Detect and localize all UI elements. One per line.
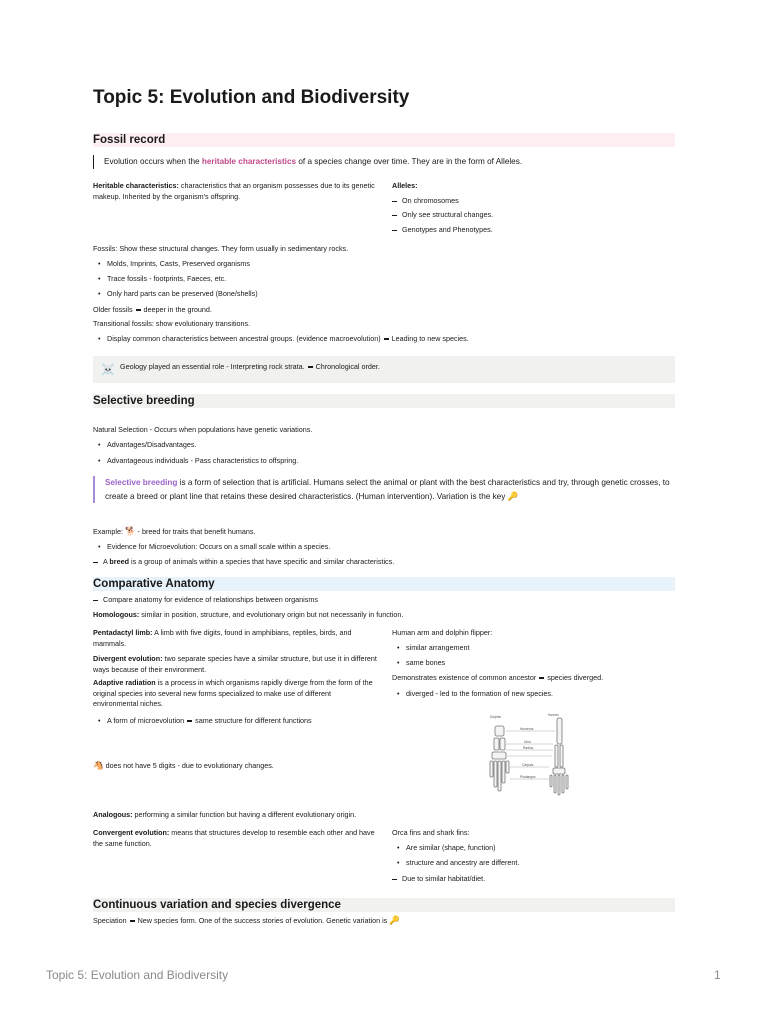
orca-bullet: • Are similar (shape, function) xyxy=(392,843,495,853)
analogous-definition xyxy=(93,810,356,820)
skull-icon: ☠️ xyxy=(101,364,115,376)
selection-bullet: • Advantageous individuals - Pass characteristics to offspring. xyxy=(93,456,298,466)
term-text: performing a similar function but having a different evolutionary origin. xyxy=(132,810,357,819)
text: A xyxy=(103,557,110,566)
arm-bullet: • same bones xyxy=(392,658,445,668)
term-text: A limb with five digits, found in amphibians, reptiles, birds, and mammals. xyxy=(93,628,352,648)
term-label: Analogous: xyxy=(93,810,133,819)
term-label: breed xyxy=(109,557,129,566)
text: Demonstrates existence of common ancestor xyxy=(392,673,537,682)
text: Older fossils xyxy=(93,305,133,314)
divergent-definition xyxy=(93,654,378,675)
orca-line: Orca fins and shark fins: xyxy=(392,828,470,837)
example-line xyxy=(93,526,255,537)
breed-definition xyxy=(93,557,394,567)
quote-selective-breeding xyxy=(93,476,673,503)
older-fossils-line xyxy=(93,305,212,315)
term-label: Homologous: xyxy=(93,610,140,619)
convergent-definition xyxy=(93,828,378,849)
text: Chronological order. xyxy=(315,362,380,371)
adaptive-definition xyxy=(93,678,378,710)
selection-bullet: • Advantages/Disadvantages. xyxy=(93,440,197,450)
fossil-bullet: • Only hard parts can be preserved (Bone/shells) xyxy=(93,289,258,299)
key-icon: 🔑 xyxy=(507,490,519,501)
fossil-bullet: • Molds, Imprints, Casts, Preserved organisms xyxy=(93,259,250,269)
natural-selection-line: Natural Selection - Occurs when populations have genetic variations. xyxy=(93,425,313,434)
key-icon: 🔑 xyxy=(389,915,400,925)
section-heading-continuous-variation: Continuous variation and species divergence xyxy=(93,898,675,912)
text: species diverged. xyxy=(547,673,604,682)
arrow-icon xyxy=(539,677,544,678)
term-label: Heritable characteristics: xyxy=(93,181,179,190)
display-bullet xyxy=(93,334,469,344)
term-text: similar in position, structure, and evolutionary origin but not necessarily in function. xyxy=(139,610,404,619)
habitat-line: Due to similar habitat/diet. xyxy=(392,874,485,884)
horse-line xyxy=(93,760,274,771)
text: New species form. One of the success stories of evolution. Genetic variation is xyxy=(137,916,390,925)
text: Example: xyxy=(93,527,125,536)
arm-bullet: • similar arrangement xyxy=(392,643,470,653)
term-label: Divergent evolution: xyxy=(93,654,163,663)
limb-bones-diagram xyxy=(486,712,586,798)
page-number: 1 xyxy=(714,968,721,982)
term-label: Adaptive radiation xyxy=(93,678,156,687)
footer-title: Topic 5: Evolution and Biodiversity xyxy=(46,968,229,982)
compare-line: Compare anatomy for evidence of relationships between organisms xyxy=(93,595,318,605)
fossils-line: Fossils: Show these structural changes. They form usually in sedimentary rocks. xyxy=(93,244,349,253)
evidence-bullet: • Evidence for Microevolution: Occurs on a small scale within a species. xyxy=(93,542,330,552)
diverged-bullet: • diverged - led to the formation of new species. xyxy=(392,689,553,699)
arrow-icon xyxy=(130,920,135,921)
callout-geology xyxy=(93,356,675,383)
horse-icon: 🐴 xyxy=(93,760,104,770)
diagram-label: Dolphin xyxy=(490,715,502,719)
text: is a group of animals within a species that have specific and similar characteristics. xyxy=(128,557,395,566)
section-heading-comparative-anatomy: Comparative Anatomy xyxy=(93,577,675,591)
term-text: characteristics that an organism possesses due to its genetic makeup. Inherited by the organism's offspring. xyxy=(93,181,375,201)
speciation-line xyxy=(93,915,400,926)
section-heading-selective-breeding: Selective breeding xyxy=(93,394,675,408)
callout-text xyxy=(120,362,380,371)
quote-text: Evolution occurs when the xyxy=(104,157,202,166)
arrow-icon xyxy=(187,720,192,721)
demonstrates-line xyxy=(392,673,603,683)
transitional-line: Transitional fossils: show evolutionary transitions. xyxy=(93,319,251,328)
quote-evolution xyxy=(93,155,674,169)
arrow-icon xyxy=(308,366,313,367)
term-label: Pentadactyl limb: xyxy=(93,628,153,637)
diagram-label: Radius xyxy=(523,746,534,750)
orca-bullet: • structure and ancestry are different. xyxy=(392,858,519,868)
homologous-definition xyxy=(93,610,403,620)
text: Geology played an essential role - Interpreting rock strata. xyxy=(120,362,305,371)
pentadactyl-definition xyxy=(93,628,378,649)
highlight-heritable: heritable characteristics xyxy=(201,157,297,166)
diagram-label: Humerus xyxy=(520,727,534,731)
page-title: Topic 5: Evolution and Biodiversity xyxy=(93,87,410,108)
alleles-label: Alleles: xyxy=(392,181,418,190)
text: - breed for traits that benefit humans. xyxy=(135,527,256,536)
text: Display common characteristics between ancestral groups. (evidence macroevolution) xyxy=(107,334,381,343)
section-heading-fossil-record: Fossil record xyxy=(93,133,675,147)
term-text: means that structures develop to resemble each other and have the same function. xyxy=(93,828,375,848)
quote-text: of a species change over time. They are in the form of Alleles. xyxy=(296,157,523,166)
diagram-label: Carpals xyxy=(522,763,534,767)
dolphin-humerus xyxy=(495,726,504,736)
term-text: is a process in which organisms rapidly diverge from the form of the original species into several new forms specialized to make use of different environmental niches. xyxy=(93,678,373,708)
term-label: Convergent evolution: xyxy=(93,828,170,837)
alleles-item: Genotypes and Phenotypes. xyxy=(392,225,493,235)
fossil-bullet: • Trace fossils - footprints, Faeces, etc. xyxy=(93,274,226,284)
arrow-icon xyxy=(384,338,389,339)
alleles-item: Only see structural changes. xyxy=(392,210,493,220)
quote-text: is a form of selection that is artificial. Humans select the animal or plant with the best characteristics and try, through genetic crosses, to create a breed or plant line that retains these desired characteristics. (Human intervention). Variation is the key xyxy=(105,478,670,501)
text: Speciation xyxy=(93,916,127,925)
text: deeper in the ground. xyxy=(143,305,212,314)
diagram-label: Phalanges xyxy=(520,775,536,779)
human-arm-line: Human arm and dolphin flipper: xyxy=(392,628,493,637)
text: same structure for different functions xyxy=(195,716,312,725)
microevolution-bullet xyxy=(93,716,312,726)
text: does not have 5 digits - due to evolutionary changes. xyxy=(103,761,274,770)
heritable-definition xyxy=(93,181,378,202)
dog-icon: 🐕 xyxy=(124,526,136,536)
diagram-label: Human xyxy=(548,713,559,717)
term-text: two separate species have a similar structure, but use it in different ways because of their environment. xyxy=(93,654,377,674)
diagram-label: Ulna xyxy=(524,740,531,744)
arrow-icon xyxy=(136,309,141,310)
text: Leading to new species. xyxy=(391,334,469,343)
text: A form of microevolution xyxy=(107,716,185,725)
alleles-item: On chromosomes xyxy=(392,196,459,206)
highlight-selective-breeding: Selective breeding xyxy=(105,478,178,487)
